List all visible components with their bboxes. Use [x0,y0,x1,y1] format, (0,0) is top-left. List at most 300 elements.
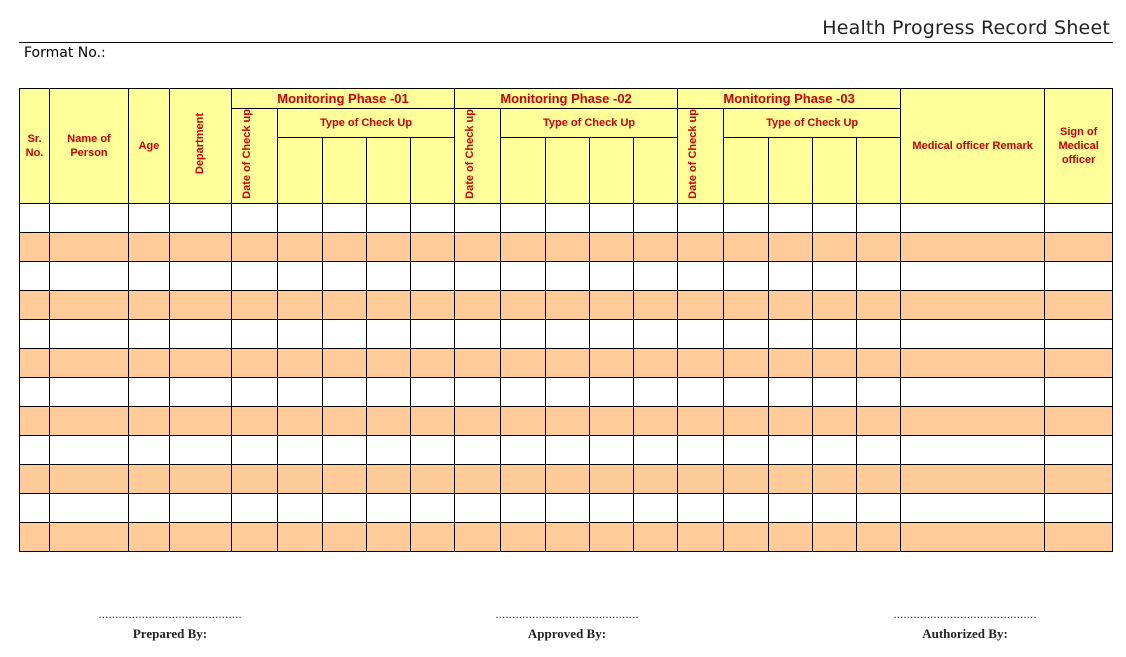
table-cell[interactable] [1045,290,1113,319]
table-cell[interactable] [1045,261,1113,290]
authorized-by-block [835,608,1095,642]
table-cell[interactable] [546,522,590,551]
table-cell[interactable] [724,435,769,464]
table-cell[interactable] [901,348,1045,377]
table-cell[interactable] [546,319,590,348]
header-type-blank [813,137,857,203]
header-phase-1-type: Type of Check Up [278,109,455,138]
table-cell[interactable] [170,435,232,464]
table-cell[interactable] [455,348,501,377]
table-cell[interactable] [901,232,1045,261]
table-cell[interactable] [857,522,901,551]
table-cell[interactable] [1045,348,1113,377]
table-cell[interactable] [170,522,232,551]
table-cell[interactable] [411,232,455,261]
table-cell[interactable] [501,464,546,493]
header-type-blank [769,137,813,203]
table-cell[interactable] [590,435,634,464]
table-cell[interactable] [20,319,50,348]
table-cell[interactable] [769,522,813,551]
header-type-blank [367,137,411,203]
table-cell[interactable] [901,406,1045,435]
table-cell[interactable] [129,348,170,377]
table-cell[interactable] [590,232,634,261]
table-cell[interactable] [769,203,813,232]
table-body [20,203,1113,551]
table-cell[interactable] [857,232,901,261]
table-cell[interactable] [634,319,678,348]
table-cell[interactable] [170,290,232,319]
table-cell[interactable] [546,435,590,464]
table-cell[interactable] [278,232,323,261]
table-cell[interactable] [857,435,901,464]
table-cell[interactable] [323,261,367,290]
table-cell[interactable] [590,377,634,406]
table-cell[interactable] [634,464,678,493]
table-cell[interactable] [678,348,724,377]
header-phase-3-date: Date of Check up [678,109,724,204]
table-cell[interactable] [813,522,857,551]
table-cell[interactable] [857,493,901,522]
table-cell[interactable] [678,377,724,406]
table-cell[interactable] [813,493,857,522]
table-cell[interactable] [857,203,901,232]
table-cell[interactable] [501,377,546,406]
table-cell[interactable] [1045,319,1113,348]
table-cell[interactable] [546,493,590,522]
table-cell[interactable] [50,522,129,551]
table-cell[interactable] [367,406,411,435]
table-cell[interactable] [232,348,278,377]
header-phase-3: Monitoring Phase -03 [678,89,901,109]
table-cell[interactable] [411,522,455,551]
table-cell[interactable] [232,261,278,290]
table-cell[interactable] [50,319,129,348]
approved-by-block [437,608,697,642]
table-cell[interactable] [590,406,634,435]
table-cell[interactable] [724,464,769,493]
table-cell[interactable] [813,261,857,290]
table-cell[interactable] [50,261,129,290]
table-cell[interactable] [590,319,634,348]
table-cell[interactable] [769,290,813,319]
table-row [20,406,1113,435]
table-cell[interactable] [724,290,769,319]
table-cell[interactable] [50,377,129,406]
table-cell[interactable] [678,290,724,319]
table-cell[interactable] [170,464,232,493]
header-type-blank [634,137,678,203]
table-cell[interactable] [367,203,411,232]
table-cell[interactable] [323,464,367,493]
table-cell[interactable] [232,203,278,232]
table-cell[interactable] [323,290,367,319]
table-cell[interactable] [455,232,501,261]
table-cell[interactable] [769,464,813,493]
table-cell[interactable] [278,203,323,232]
format-number-label: Format No.: [24,45,106,61]
table-cell[interactable] [1045,377,1113,406]
table-cell[interactable] [170,232,232,261]
table-cell[interactable] [411,493,455,522]
table-cell[interactable] [634,290,678,319]
table-cell[interactable] [634,377,678,406]
table-cell[interactable] [20,203,50,232]
table-cell[interactable] [20,435,50,464]
table-cell[interactable] [50,435,129,464]
prepared-by-block [40,608,300,642]
table-cell[interactable] [232,377,278,406]
table-cell[interactable] [1045,493,1113,522]
table-cell[interactable] [455,406,501,435]
table-cell[interactable] [367,348,411,377]
table-cell[interactable] [678,435,724,464]
table-cell[interactable] [367,377,411,406]
header-type-blank [411,137,455,203]
table-cell[interactable] [455,319,501,348]
table-cell[interactable] [501,261,546,290]
table-cell[interactable] [411,261,455,290]
table-cell[interactable] [129,435,170,464]
table-cell[interactable] [678,493,724,522]
table-cell[interactable] [323,493,367,522]
table-row [20,377,1113,406]
table-cell[interactable] [50,290,129,319]
table-cell[interactable] [901,464,1045,493]
table-cell[interactable] [411,406,455,435]
table-cell[interactable] [724,348,769,377]
table-cell[interactable] [634,232,678,261]
table-cell[interactable] [20,406,50,435]
table-cell[interactable] [546,290,590,319]
table-cell[interactable] [455,261,501,290]
table-cell[interactable] [769,319,813,348]
health-record-table [19,88,1113,552]
table-cell[interactable] [501,319,546,348]
table-cell[interactable] [232,464,278,493]
header-medical-officer-remark: Medical officer Remark [901,89,1045,204]
table-row [20,348,1113,377]
table-cell[interactable] [278,493,323,522]
header-type-blank [323,137,367,203]
table-cell[interactable] [501,435,546,464]
table-cell[interactable] [634,406,678,435]
table-cell[interactable] [813,435,857,464]
table-row [20,464,1113,493]
table-cell[interactable] [857,319,901,348]
table-cell[interactable] [20,232,50,261]
table-cell[interactable] [278,406,323,435]
table-cell[interactable] [857,261,901,290]
header-phase-2-type: Type of Check Up [501,109,678,138]
table-cell[interactable] [323,522,367,551]
table-cell[interactable] [546,464,590,493]
table-cell[interactable] [232,522,278,551]
table-cell[interactable] [857,406,901,435]
authorized-by-label: Authorized By: [922,626,1008,641]
table-cell[interactable] [901,377,1045,406]
table-cell[interactable] [546,203,590,232]
table-row [20,522,1113,551]
table-row [20,319,1113,348]
table-cell[interactable] [50,232,129,261]
table-cell[interactable] [724,232,769,261]
table-cell[interactable] [1045,522,1113,551]
header-department: Department [170,89,232,204]
table-cell[interactable] [50,348,129,377]
table-cell[interactable] [501,290,546,319]
table-cell[interactable] [857,377,901,406]
table-cell[interactable] [901,203,1045,232]
table-cell[interactable] [724,377,769,406]
table-cell[interactable] [546,377,590,406]
table-cell[interactable] [634,203,678,232]
table-cell[interactable] [232,319,278,348]
table-cell[interactable] [20,348,50,377]
table-cell[interactable] [546,261,590,290]
table-row [20,261,1113,290]
table-cell[interactable] [813,406,857,435]
table-cell[interactable] [813,203,857,232]
table-cell[interactable] [170,348,232,377]
table-cell[interactable] [278,290,323,319]
table-cell[interactable] [323,232,367,261]
signature-line: ........................................... [495,607,639,621]
table-cell[interactable] [1045,203,1113,232]
table-row [20,435,1113,464]
table-cell[interactable] [678,522,724,551]
table-cell[interactable] [634,493,678,522]
table-cell[interactable] [678,319,724,348]
table-cell[interactable] [455,493,501,522]
table-cell[interactable] [411,464,455,493]
table-cell[interactable] [590,290,634,319]
table-cell[interactable] [170,377,232,406]
table-cell[interactable] [129,232,170,261]
prepared-by-label: Prepared By: [132,626,208,641]
table-cell[interactable] [323,348,367,377]
title-rule [19,42,1113,43]
table-cell[interactable] [170,406,232,435]
table-cell[interactable] [129,377,170,406]
table-cell[interactable] [901,435,1045,464]
table-cell[interactable] [724,406,769,435]
table-row [20,493,1113,522]
header-type-blank [501,137,546,203]
table-cell[interactable] [232,290,278,319]
table-cell[interactable] [769,493,813,522]
table-cell[interactable] [678,261,724,290]
table-cell[interactable] [278,319,323,348]
table-row [20,232,1113,261]
table-cell[interactable] [1045,464,1113,493]
approved-by-label: Approved By: [527,626,607,641]
table-cell[interactable] [129,261,170,290]
table-cell[interactable] [501,493,546,522]
table-cell[interactable] [455,203,501,232]
table-cell[interactable] [323,406,367,435]
table-cell[interactable] [367,232,411,261]
table-cell[interactable] [678,464,724,493]
table-cell[interactable] [769,406,813,435]
table-cell[interactable] [813,464,857,493]
header-phase-3-type: Type of Check Up [724,109,901,138]
header-type-blank [278,137,323,203]
table-cell[interactable] [129,493,170,522]
table-cell[interactable] [813,232,857,261]
table-cell[interactable] [546,348,590,377]
header-type-blank [546,137,590,203]
table-cell[interactable] [129,203,170,232]
table-cell[interactable] [901,319,1045,348]
table-cell[interactable] [278,348,323,377]
table-cell[interactable] [901,522,1045,551]
table-cell[interactable] [769,435,813,464]
table-cell[interactable] [1045,435,1113,464]
table-cell[interactable] [724,319,769,348]
table-cell[interactable] [634,348,678,377]
table-cell[interactable] [769,348,813,377]
header-phase-1-date: Date of Check up [232,109,278,204]
table-cell[interactable] [411,290,455,319]
table-cell[interactable] [232,406,278,435]
table-cell[interactable] [129,319,170,348]
table-cell[interactable] [367,319,411,348]
table-cell[interactable] [50,464,129,493]
table-cell[interactable] [129,464,170,493]
table-cell[interactable] [455,290,501,319]
table-cell[interactable] [857,348,901,377]
table-cell[interactable] [20,290,50,319]
header-sign-of-medical-officer: Sign of Medical officer [1045,89,1113,204]
table-cell[interactable] [901,493,1045,522]
table-cell[interactable] [278,435,323,464]
table-cell[interactable] [323,319,367,348]
table-cell[interactable] [590,464,634,493]
table-cell[interactable] [634,435,678,464]
table-cell[interactable] [546,232,590,261]
table-row [20,290,1113,319]
table-cell[interactable] [170,203,232,232]
table-cell[interactable] [813,348,857,377]
table-cell[interactable] [813,290,857,319]
table-cell[interactable] [857,290,901,319]
signature-line: ........................................... [893,607,1037,621]
table-cell[interactable] [769,232,813,261]
table-cell[interactable] [367,261,411,290]
table-cell[interactable] [50,203,129,232]
table-cell[interactable] [278,261,323,290]
signature-line: ........................................... [98,607,242,621]
table-cell[interactable] [501,406,546,435]
table-cell[interactable] [724,522,769,551]
table-cell[interactable] [367,290,411,319]
header-phase-1: Monitoring Phase -01 [232,89,455,109]
table-cell[interactable] [129,406,170,435]
table-cell[interactable] [590,348,634,377]
table-cell[interactable] [590,203,634,232]
table-cell[interactable] [1045,232,1113,261]
table-cell[interactable] [129,522,170,551]
table-cell[interactable] [323,435,367,464]
table-cell[interactable] [170,319,232,348]
table-cell[interactable] [323,377,367,406]
table-cell[interactable] [590,522,634,551]
table-cell[interactable] [501,232,546,261]
table-cell[interactable] [232,493,278,522]
table-cell[interactable] [367,435,411,464]
table-cell[interactable] [50,406,129,435]
table-cell[interactable] [678,406,724,435]
table-cell[interactable] [129,290,170,319]
table-cell[interactable] [455,435,501,464]
table-cell[interactable] [634,261,678,290]
table-cell[interactable] [20,522,50,551]
table-cell[interactable] [857,464,901,493]
table-cell[interactable] [724,493,769,522]
table-cell[interactable] [278,464,323,493]
table-cell[interactable] [20,493,50,522]
header-sr-no: Sr. No. [20,89,50,204]
table-cell[interactable] [20,464,50,493]
table-cell[interactable] [1045,406,1113,435]
table-cell[interactable] [411,203,455,232]
table-cell[interactable] [232,232,278,261]
table-cell[interactable] [678,232,724,261]
header-type-blank [724,137,769,203]
table-cell[interactable] [367,493,411,522]
table-cell[interactable] [769,377,813,406]
table-cell[interactable] [813,377,857,406]
table-cell[interactable] [634,522,678,551]
table-cell[interactable] [411,435,455,464]
table-cell[interactable] [20,377,50,406]
table-cell[interactable] [501,522,546,551]
table-cell[interactable] [232,435,278,464]
table-cell[interactable] [170,493,232,522]
table-cell[interactable] [411,319,455,348]
table-cell[interactable] [278,522,323,551]
table-cell[interactable] [590,493,634,522]
table-cell[interactable] [278,377,323,406]
table-cell[interactable] [367,464,411,493]
table-cell[interactable] [323,203,367,232]
table-cell[interactable] [411,377,455,406]
table-cell[interactable] [813,319,857,348]
table-cell[interactable] [546,406,590,435]
table-cell[interactable] [501,348,546,377]
table-cell[interactable] [455,522,501,551]
table-cell[interactable] [501,203,546,232]
table-cell[interactable] [367,522,411,551]
header-phase-2: Monitoring Phase -02 [455,89,678,109]
table-cell[interactable] [455,464,501,493]
header-type-blank [857,137,901,203]
table-cell[interactable] [678,203,724,232]
table-cell[interactable] [590,261,634,290]
table-cell[interactable] [170,261,232,290]
header-name-of-person: Name of Person [50,89,129,204]
table-cell[interactable] [901,290,1045,319]
table-cell[interactable] [769,261,813,290]
table-cell[interactable] [50,493,129,522]
table-cell[interactable] [724,261,769,290]
table-cell[interactable] [455,377,501,406]
table-cell[interactable] [724,203,769,232]
table-cell[interactable] [20,261,50,290]
table-cell[interactable] [411,348,455,377]
table-cell[interactable] [901,261,1045,290]
